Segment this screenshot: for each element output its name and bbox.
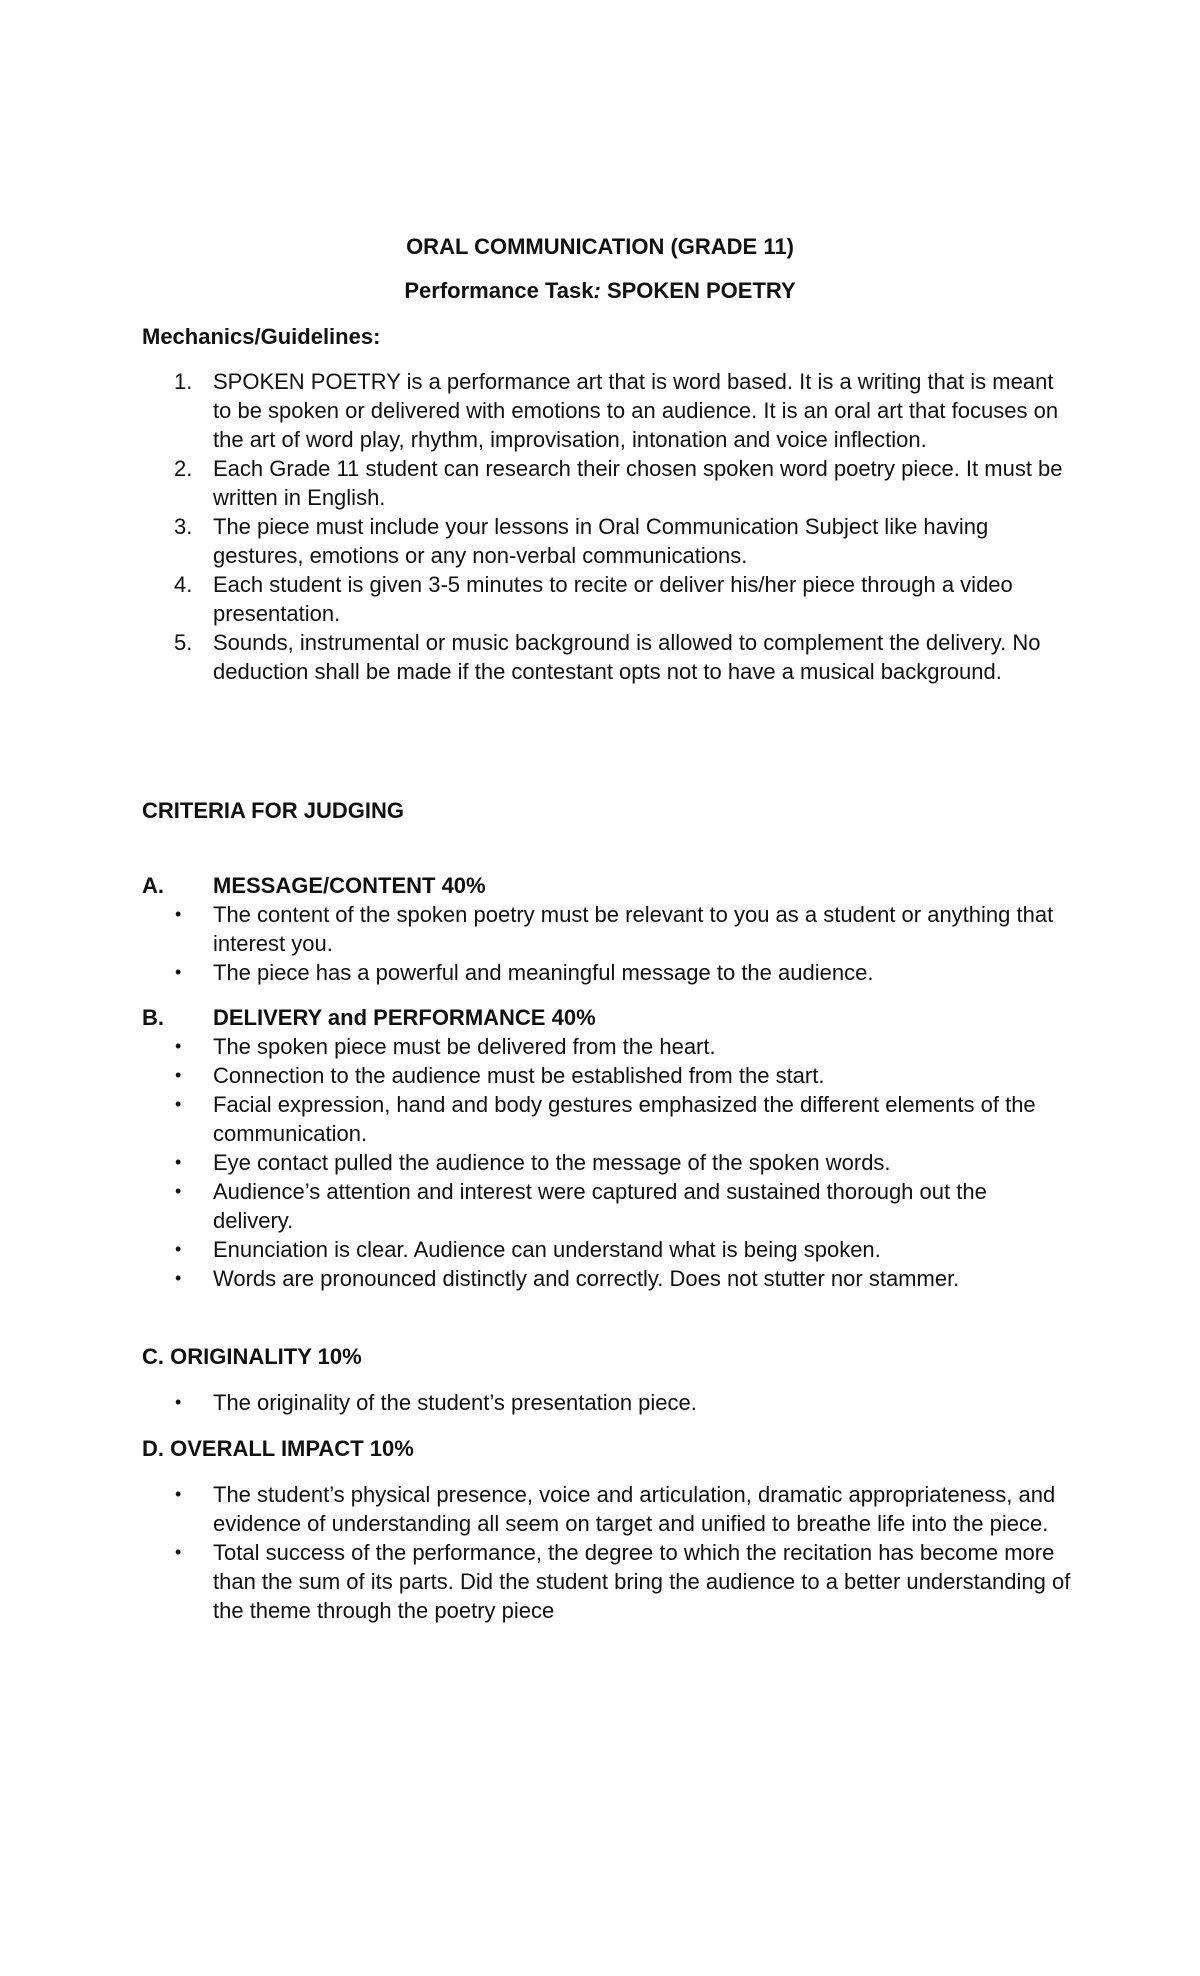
mechanics-heading: Mechanics/Guidelines: (142, 324, 381, 349)
bullet-icon: • (175, 1036, 182, 1056)
guideline-text: SPOKEN POETRY is a performance art that is word based. It is a writing that is meant to be spoken or delivered with emotions to an audience. It is an oral art that focuses on the art of word play, rhythm, improvisation, intonation and voice inflection. (213, 369, 1059, 452)
list-item-text: Words are pronounced distinctly and correctly. Does not stutter nor stammer. (213, 1266, 960, 1291)
bullet-icon: • (175, 1094, 182, 1114)
subtitle-rest: SPOKEN POETRY (600, 278, 796, 303)
list-item-text: The student’s physical presence, voice and articulation, dramatic appropriateness, and evidence of understanding all seem on target and unified to breathe life into the piece. (213, 1482, 1056, 1536)
list-item-text: Facial expression, hand and body gestures emphasized the different elements of the communication. (213, 1092, 1036, 1146)
bullet-icon: • (175, 1239, 182, 1259)
guideline-item (142, 628, 1072, 686)
list-item-text: Audience’s attention and interest were captured and sustained thorough out the delivery. (213, 1179, 987, 1233)
guideline-number: 3. (174, 514, 193, 539)
list-item (142, 900, 1072, 958)
bullet-icon: • (175, 904, 182, 924)
list-item-text: The spoken piece must be delivered from the heart. (213, 1034, 716, 1059)
list-item (142, 1538, 1072, 1625)
bullet-list (142, 1032, 1072, 1293)
list-item (142, 1090, 1072, 1148)
guideline-text: Each Grade 11 student can research their chosen spoken word poetry piece. It must be written in English. (213, 456, 1063, 510)
bullet-list (142, 1388, 1072, 1417)
list-item-text: The piece has a powerful and meaningful message to the audience. (213, 960, 874, 985)
section-heading (142, 1003, 1072, 1032)
section-overall-impact-heading: D. OVERALL IMPACT 10% (142, 1436, 414, 1461)
section-heading-text: DELIVERY and PERFORMANCE 40% (213, 1005, 596, 1030)
bullet-icon: • (175, 1392, 182, 1412)
document-title: ORAL COMMUNICATION (GRADE 11) (406, 234, 794, 259)
guidelines-list (142, 367, 1072, 686)
guideline-item (142, 454, 1072, 512)
section-delivery-performance (142, 1003, 1072, 1293)
list-item (142, 1480, 1072, 1538)
subtitle-prefix: Performance Task (404, 278, 594, 303)
guideline-text: The piece must include your lessons in Oral Communication Subject like having gestures, emotions or any non-verbal communications. (213, 514, 989, 568)
list-item-text: Eye contact pulled the audience to the message of the spoken words. (213, 1150, 891, 1175)
section-heading-text: MESSAGE/CONTENT 40% (213, 873, 486, 898)
bullet-icon: • (175, 1181, 182, 1201)
document-subtitle (0, 276, 1200, 305)
guideline-number: 5. (174, 630, 193, 655)
guideline-number: 2. (174, 456, 193, 481)
guideline-item (142, 367, 1072, 454)
list-item (142, 1148, 1072, 1177)
list-item-text: Total success of the performance, the degree to which the recitation has become more than the sum of its parts. Did the student bring the audience to a better understanding of the theme through the poetry piece (213, 1540, 1071, 1623)
guideline-text: Each student is given 3-5 minutes to recite or deliver his/her piece through a video presentation. (213, 572, 1013, 626)
bullet-icon: • (175, 1484, 182, 1504)
subtitle-colon: : (593, 278, 601, 303)
section-originality (142, 1388, 1072, 1417)
list-item (142, 958, 1072, 987)
section-heading (142, 871, 1072, 900)
guideline-text: Sounds, instrumental or music background is allowed to complement the delivery. No deduction shall be made if the contestant opts not to have a musical background. (213, 630, 1041, 684)
section-originality-heading: C. ORIGINALITY 10% (142, 1344, 362, 1369)
list-item (142, 1061, 1072, 1090)
list-item (142, 1032, 1072, 1061)
guideline-number: 4. (174, 572, 193, 597)
section-overall-impact (142, 1480, 1072, 1625)
bullet-icon: • (175, 1268, 182, 1288)
section-letter: A. (142, 873, 164, 898)
list-item-text: The content of the spoken poetry must be relevant to you as a student or anything that interest you. (213, 902, 1054, 956)
list-item (142, 1235, 1072, 1264)
guideline-number: 1. (174, 369, 193, 394)
list-item-text: Enunciation is clear. Audience can understand what is being spoken. (213, 1237, 881, 1262)
bullet-icon: • (175, 1542, 182, 1562)
bullet-list (142, 1480, 1072, 1625)
list-item-text: Connection to the audience must be established from the start. (213, 1063, 825, 1088)
section-letter: B. (142, 1005, 164, 1030)
bullet-icon: • (175, 1065, 182, 1085)
guideline-item (142, 512, 1072, 570)
guideline-item (142, 570, 1072, 628)
bullet-icon: • (175, 962, 182, 982)
list-item (142, 1388, 1072, 1417)
list-item-text: The originality of the student’s presentation piece. (213, 1390, 697, 1415)
list-item (142, 1177, 1072, 1235)
bullet-icon: • (175, 1152, 182, 1172)
list-item (142, 1264, 1072, 1293)
criteria-heading: CRITERIA FOR JUDGING (142, 798, 404, 823)
section-message-content (142, 871, 1072, 987)
bullet-list (142, 900, 1072, 987)
